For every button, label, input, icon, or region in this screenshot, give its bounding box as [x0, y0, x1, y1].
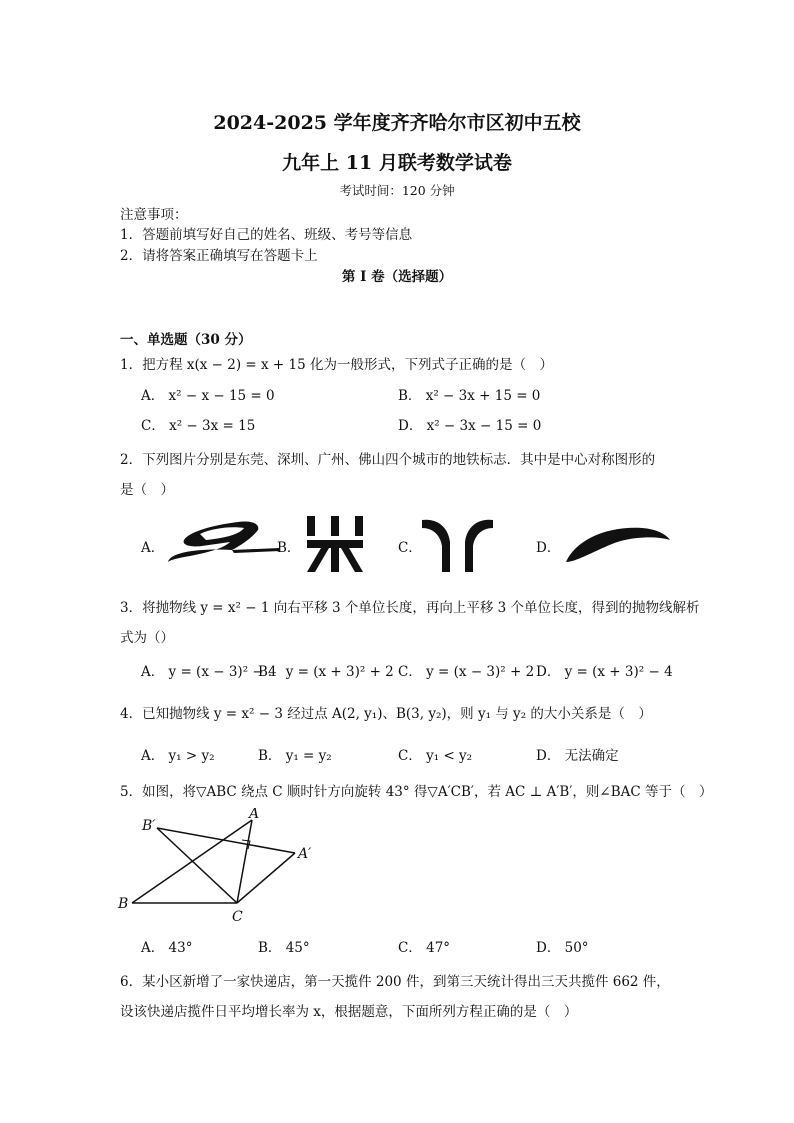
question-stem: 2．下列图片分别是东莞、深圳、广州、佛山四个城市的地铁标志．其中是中心对称图形的 — [120, 452, 656, 468]
option-d: D． 无法确定 — [536, 748, 619, 764]
option-a: A． 43° — [141, 940, 193, 956]
notes-item: 2．请将答案正确填写在答题卡上 — [120, 248, 318, 264]
segment-bprime-aprime — [157, 828, 295, 853]
question-stem: 3．将抛物线 y = x² − 1 向右平移 3 个单位长度，再向上平移 3 个单位长度，得到的抛物线解析 — [120, 600, 700, 616]
option-b: B． 45° — [258, 940, 310, 956]
option-c: C． x² − 3x = 15 — [141, 418, 256, 434]
label-b-prime: B′ — [142, 818, 156, 834]
question-stem-cont: 式为（） — [120, 630, 174, 646]
segment-ac — [237, 820, 252, 903]
option-b: B． y = (x + 3)² + 2 — [258, 664, 394, 680]
option-d: D． y = (x + 3)² − 4 — [536, 664, 673, 680]
option-c: C． y = (x − 3)² + 2 — [398, 664, 535, 680]
foshan-metro-logo-icon — [562, 522, 672, 566]
option-d: D． 50° — [536, 940, 589, 956]
guangzhou-metro-logo-icon — [420, 514, 495, 574]
question-stem-cont: 是（ ） — [120, 482, 174, 498]
volume-title: 第 I 卷（选择题） — [341, 269, 453, 285]
question-stem: 4．已知抛物线 y = x² − 3 经过点 A(2, y₁)、B(3, y₂)，则 y₁ 与 y₂ 的大小关系是（ ） — [120, 706, 652, 722]
label-a-prime: A′ — [298, 846, 312, 862]
option-a: A． y = (x − 3)² − 4 — [141, 664, 277, 680]
notes-item: 1．答题前填写好自己的姓名、班级、考号等信息 — [120, 227, 413, 243]
option-c: C． y₁ < y₂ — [398, 748, 473, 764]
option-c: C． — [398, 540, 422, 556]
rotation-triangle-figure — [112, 808, 322, 928]
shenzhen-metro-logo-icon — [305, 514, 365, 574]
label-b: B — [118, 896, 129, 912]
option-a: A． x² − x − 15 = 0 — [141, 388, 275, 404]
exam-title-line1: 2024-2025 学年度齐齐哈尔市区初中五校 — [213, 112, 581, 134]
exam-title-line2: 九年上 11 月联考数学试卷 — [282, 152, 512, 174]
dongguan-metro-logo-icon — [160, 518, 285, 568]
label-c: C — [232, 909, 243, 925]
option-a: A． — [141, 540, 165, 556]
option-b: B． — [277, 540, 301, 556]
question-stem: 5．如图，将▽ABC 绕点 C 顺时针方向旋转 43° 得▽A′CB′，若 AC ⊥ A′B′，则∠BAC 等于（ ） — [120, 784, 713, 800]
option-b: B． y₁ = y₂ — [258, 748, 332, 764]
question-stem-cont: 设该快递店揽件日平均增长率为 x，根据题意，下面所列方程正确的是（ ） — [120, 1004, 578, 1020]
section-title: 一、单选题（30 分） — [120, 332, 252, 348]
option-c: C． 47° — [398, 940, 451, 956]
option-d: D． — [536, 540, 561, 556]
exam-time: 考试时间：120 分钟 — [339, 183, 455, 198]
label-a: A — [249, 808, 260, 822]
notes-heading: 注意事项： — [120, 207, 188, 223]
segment-aprime-c — [237, 853, 295, 903]
option-b: B． x² − 3x + 15 = 0 — [398, 388, 541, 404]
option-a: A． y₁ > y₂ — [141, 748, 215, 764]
option-d: D． x² − 3x − 15 = 0 — [398, 418, 542, 434]
question-stem: 1．把方程 x(x − 2) = x + 15 化为一般形式，下列式子正确的是（ ） — [120, 357, 553, 373]
question-stem: 6．某小区新增了一家快递店，第一天揽件 200 件，到第三天统计得出三天共揽件 662 件， — [120, 974, 670, 990]
